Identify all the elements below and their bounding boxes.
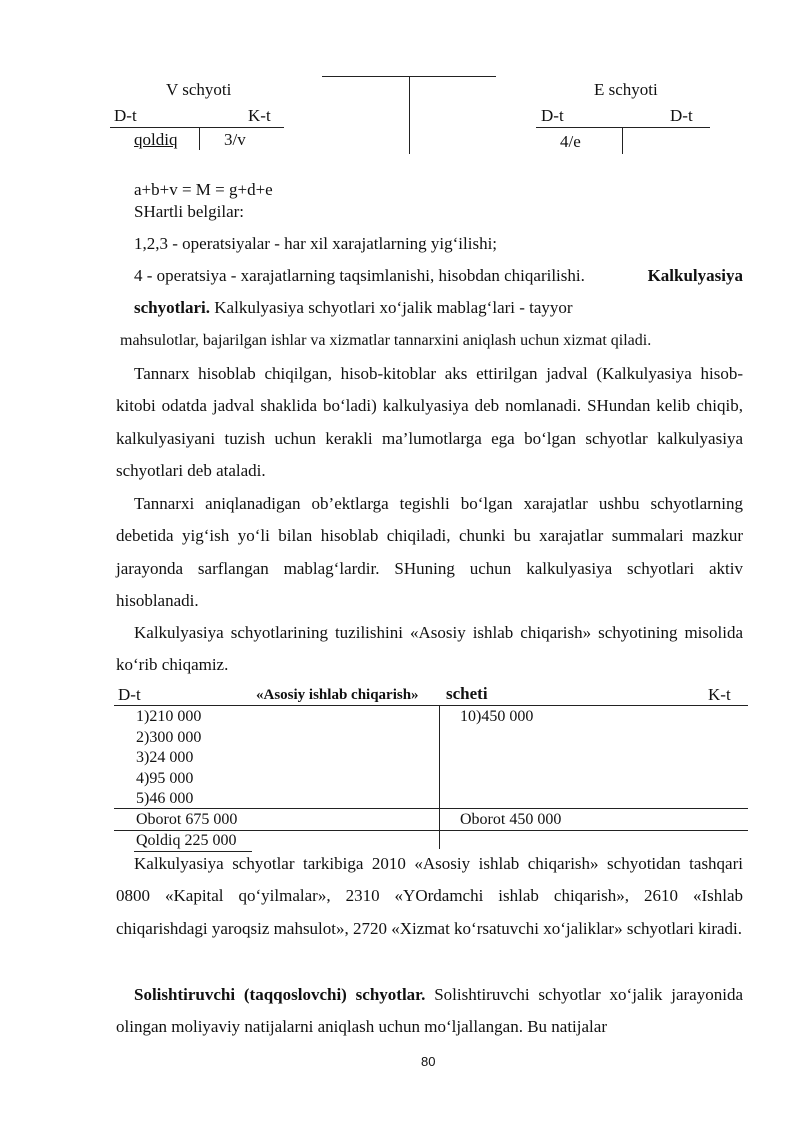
main-account-divider bbox=[439, 706, 440, 849]
paragraph-tannarxi: Tannarxi aniqlanadigan ob’ektlarga tegishli bo‘lgan xarajatlar ushbu schyotlarning debetida yig‘ish yo‘li bilan hisoblab chiqiladi, chunki bu xarajatlar summalari mazkur jarayonda sarflangan mablag‘lardir. SHuning uchun kalkulyasiya schyotlari aktiv hisoblanadi. bbox=[116, 494, 743, 610]
account-v-balance: qoldiq bbox=[134, 130, 178, 149]
account-v-title: V schyoti bbox=[166, 80, 232, 99]
debit-entry: 4)95 000 bbox=[136, 769, 194, 787]
account-v-top-line bbox=[110, 127, 284, 128]
kalk-intro-rest: Kalkulyasiya schyotlari xo‘jalik mablag‘lari - tayyor bbox=[210, 298, 573, 317]
account-e-credit-label: D-t bbox=[670, 106, 693, 125]
account-e-top-line bbox=[536, 127, 710, 128]
account-v-entry: 3/v bbox=[224, 130, 246, 149]
solisht-rest: Solishtiruvchi schyotlar xo‘jalik jarayonida olingan moliyaviy natijalarni aniqlash uchun mo‘ljallangan. Bu natijalar bbox=[116, 985, 743, 1037]
account-v-credit-label: K-t bbox=[248, 106, 271, 125]
main-account-debit-label: D-t bbox=[118, 685, 141, 704]
kalk-heading-b: schyotlari. bbox=[134, 298, 211, 317]
debit-turnover: Oborot 675 000 bbox=[136, 811, 238, 828]
account-e-divider bbox=[622, 128, 623, 154]
main-account-name-suffix: scheti bbox=[446, 684, 488, 703]
paragraph-example: Kalkulyasiya schyotlarining tuzilishini «Asosiy ishlab chiqarish» schyotining misolida ko‘rib chiqamiz. bbox=[116, 623, 743, 675]
credit-turnover: Oborot 450 000 bbox=[460, 811, 562, 828]
formula: a+b+v = M = g+d+e bbox=[134, 180, 273, 199]
debit-entry: 3)24 000 bbox=[136, 749, 194, 766]
legend-item-4: 4 - operatsiya - xarajatlarning taqsimlanishi, hisobdan chiqarilishi. bbox=[134, 266, 585, 285]
legend-title: SHartli belgilar: bbox=[134, 202, 245, 221]
account-e-debit-label: D-t bbox=[541, 106, 564, 125]
account-e-title: E schyoti bbox=[594, 80, 658, 99]
main-account-top-line bbox=[114, 705, 748, 706]
paragraph-tannarx: Tannarx hisoblab chiqilgan, hisob-kitoblar aks ettirilgan jadval (Kalkulyasiya hisob-kitobi odatda jadval shaklida bo‘ladi) kalkulyasiya deb nomlanadi. SHundan kelib chiqib, kalkulyasiyani tuzish uchun kerakli ma’lumotlarga ega bo‘lgan schyotlar kalkulyasiya schyotlari deb ataladi. bbox=[116, 364, 743, 480]
credit-entry: 10)450 000 bbox=[460, 708, 534, 725]
account-e-entry: 4/e bbox=[560, 132, 581, 151]
main-account-credit-label: K-t bbox=[708, 685, 731, 704]
paragraph-solishtiruvchi bbox=[116, 979, 743, 1044]
main-account-credit-entries bbox=[460, 707, 533, 728]
debit-entry: 2)300 000 bbox=[136, 728, 202, 746]
main-account-turnover-line bbox=[114, 808, 748, 809]
kalk-intro-line2: mahsulotlar, bajarilgan ishlar va xizmatlar tannarxini aniqlash uchun xizmat qiladi. bbox=[120, 332, 652, 349]
account-v-divider bbox=[199, 128, 200, 150]
main-account-name: «Asosiy ishlab chiqarish» bbox=[256, 687, 419, 703]
page-number: 80 bbox=[421, 1054, 436, 1069]
main-account-debit-entries bbox=[136, 707, 201, 810]
paragraph-kalk-list: Kalkulyasiya schyotlar tarkibiga 2010 «Asosiy ishlab chiqarish» schyotidan tashqari 0800 «Kapital qo‘yilmalar», 2310 «YOrdamchi ishlab chiqarish», 2610 «Ishlab chiqarishdagi yaroqsiz mahsulot», 2720 «Xizmat ko‘rsatuvchi xo‘jaliklar» schyotlari kiradi. bbox=[116, 854, 743, 938]
account-v-debit-label: D-t bbox=[114, 106, 137, 125]
legend-item-1: 1,2,3 - operatsiyalar - har xil xarajatlarning yig‘ilishi; bbox=[134, 234, 498, 253]
middle-account-divider bbox=[409, 77, 410, 154]
kalk-intro-line bbox=[134, 298, 573, 318]
kalk-heading-a: Kalkulyasiya bbox=[647, 266, 743, 285]
legend-item-4-line bbox=[134, 266, 743, 286]
closing-balance: Qoldiq 225 000 bbox=[136, 832, 237, 849]
solisht-heading: Solishtiruvchi (taqqoslovchi) schyotlar. bbox=[134, 985, 426, 1004]
debit-entry: 5)46 000 bbox=[136, 790, 194, 807]
debit-entry: 1)210 000 bbox=[136, 708, 202, 725]
